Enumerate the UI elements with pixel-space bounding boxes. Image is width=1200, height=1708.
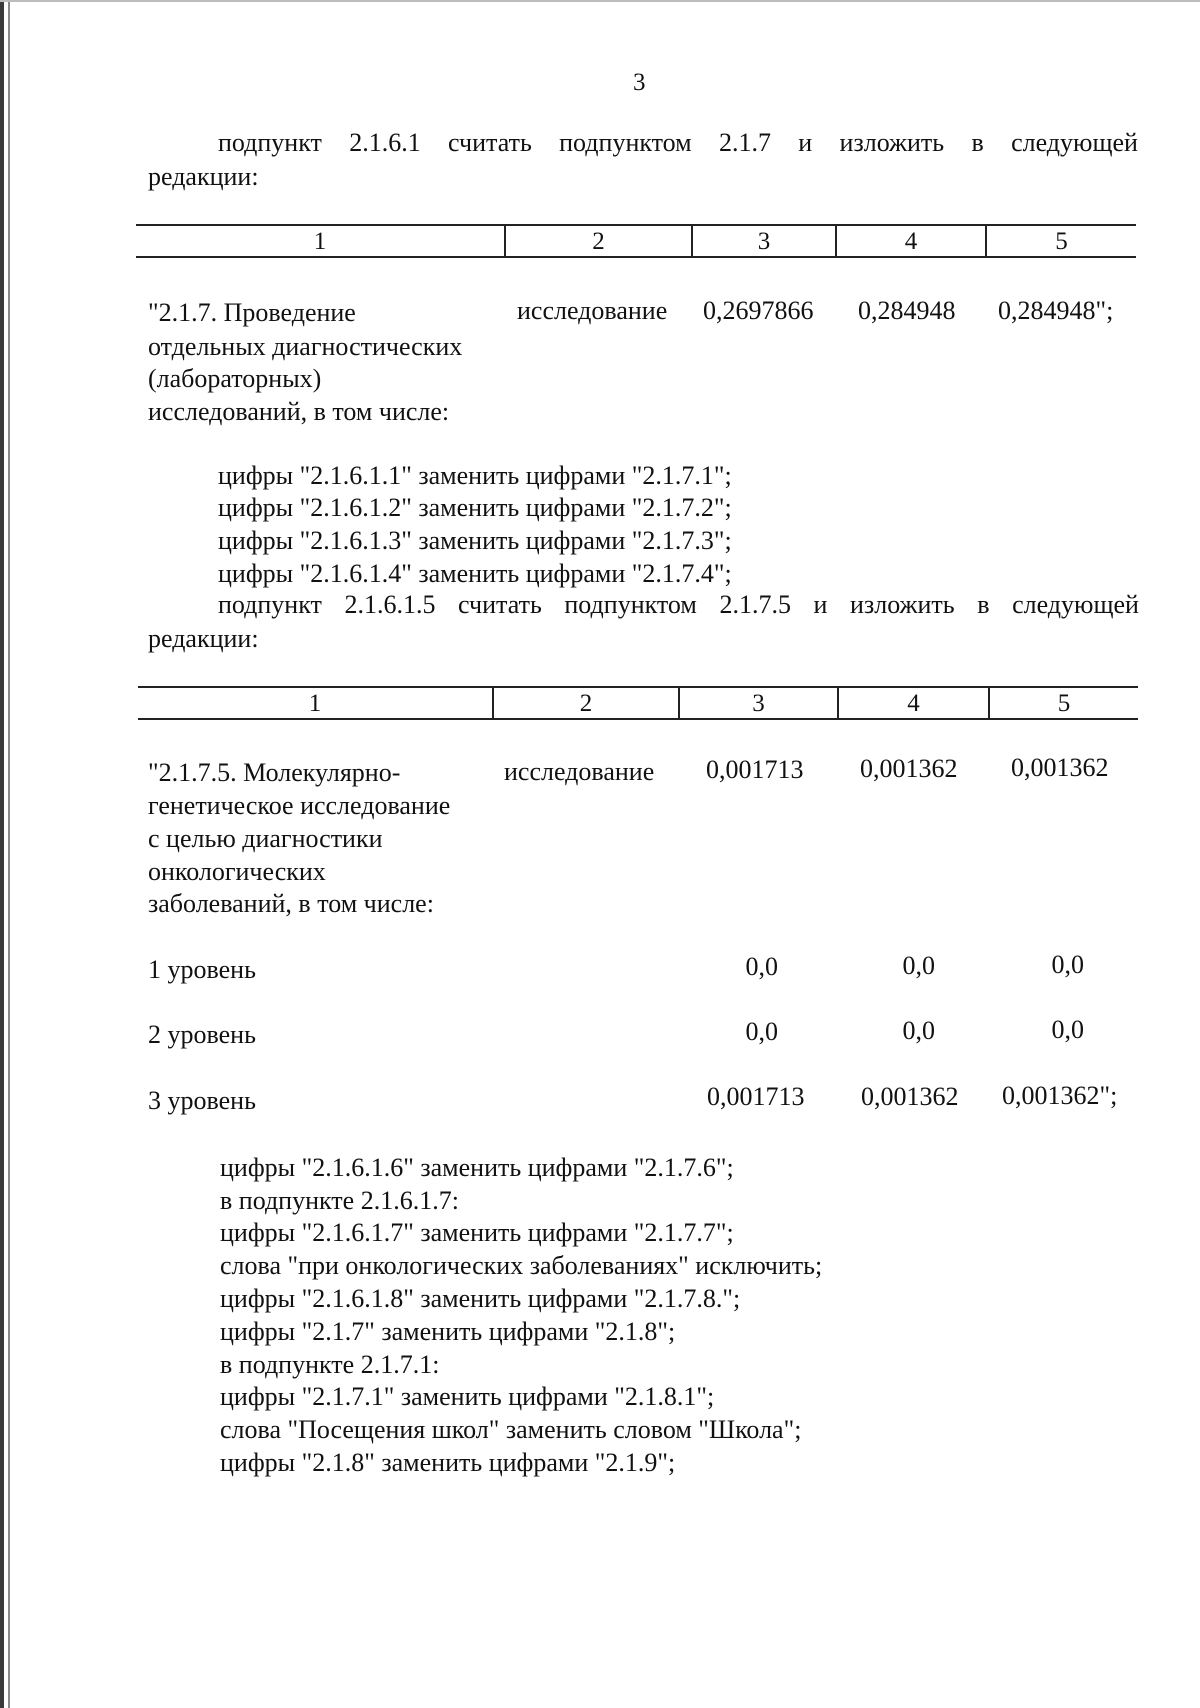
table-1-header-cell: 4 xyxy=(904,228,918,255)
table-2-row-name-line: "2.1.7.5. Молекулярно- xyxy=(148,758,401,787)
table-1-row-col4: 0,284948 xyxy=(858,296,956,325)
table-2-header-cell: 4 xyxy=(907,690,920,717)
table-2-row-unit: исследование xyxy=(504,757,655,786)
table-2-row-name-line: генетическое исследование xyxy=(148,791,451,820)
intro-paragraph-1-continuation: редакции: xyxy=(148,162,259,191)
table-1-row-unit: исследование xyxy=(517,296,668,325)
table-2-header-cell: 1 xyxy=(308,690,322,717)
intro1-word: подпунктом xyxy=(559,128,692,157)
level-col4: 0,0 xyxy=(902,1016,935,1045)
level-name: 3 уровень xyxy=(148,1086,256,1115)
page-number: 3 xyxy=(633,69,646,96)
amendment-line: цифры "2.1.6.1.8" заменить цифрами "2.1.7.8."; xyxy=(220,1284,741,1313)
scan-edge xyxy=(0,0,4,1708)
intro2-word: следующей xyxy=(1012,590,1139,619)
amendment-line: цифры "2.1.6.1.1" заменить цифрами "2.1.7.1"; xyxy=(218,461,732,490)
intro1-word: и xyxy=(798,128,813,157)
table-1-row-name-line: отдельных диагностических xyxy=(148,332,463,361)
scan-edge-shadow xyxy=(8,0,10,1708)
table-1-header-cell: 5 xyxy=(1055,228,1068,255)
amendment-line: цифры "2.1.7" заменить цифрами "2.1.8"; xyxy=(220,1317,676,1346)
table-1-header-cell: 3 xyxy=(757,228,771,255)
table-1-row-col3: 0,2697866 xyxy=(703,296,814,325)
amendment-line: цифры "2.1.7.1" заменить цифрами "2.1.8.1"; xyxy=(220,1382,715,1411)
table-2-row-col5: 0,001362 xyxy=(1011,753,1109,782)
level-name: 2 уровень xyxy=(148,1020,256,1049)
amendment-line: цифры "2.1.6.1.4" заменить цифрами "2.1.7.4"; xyxy=(218,559,732,588)
table-2-header-cell: 5 xyxy=(1057,690,1071,717)
table-2-row-name-line: с целью диагностики xyxy=(148,824,383,853)
table-1-row-name-line: исследований, в том числе: xyxy=(148,397,450,426)
intro-paragraph-2-first-line xyxy=(218,590,1139,620)
level-col5: 0,0 xyxy=(1051,1015,1084,1044)
intro-paragraph-2-continuation: редакции: xyxy=(148,624,259,653)
intro-paragraph-1-first-line xyxy=(218,128,1138,158)
level-name: 1 уровень xyxy=(148,955,256,984)
amendment-line: в подпункте 2.1.6.1.7: xyxy=(220,1186,459,1215)
intro2-word: 2.1.7.5 xyxy=(719,590,791,619)
table-2-header-cell: 3 xyxy=(752,690,765,717)
level-col5: 0,001362"; xyxy=(1002,1081,1118,1110)
intro1-word: считать xyxy=(448,128,532,157)
intro1-word: в xyxy=(971,128,984,157)
table-1-row-name-line: (лабораторных) xyxy=(148,364,322,393)
table-2-row-name-line: заболеваний, в том числе: xyxy=(148,889,434,918)
amendment-line: цифры "2.1.6.1.6" заменить цифрами "2.1.7.6"; xyxy=(220,1153,734,1182)
amendment-line: цифры "2.1.8" заменить цифрами "2.1.9"; xyxy=(220,1448,676,1477)
intro1-word: подпункт xyxy=(218,128,322,157)
table-2-row-col3: 0,001713 xyxy=(706,755,804,784)
level-col3: 0,0 xyxy=(745,952,778,981)
intro2-word: и xyxy=(813,590,828,619)
table-1-row-name-line: "2.1.7. Проведение xyxy=(148,298,356,327)
amendment-line: слова "Посещения школ" заменить словом "Школа"; xyxy=(220,1415,802,1444)
intro2-word: подпункт xyxy=(218,590,322,619)
amendment-line: цифры "2.1.6.1.3" заменить цифрами "2.1.7.3"; xyxy=(218,526,732,555)
table-2-row-name-line: онкологических xyxy=(148,857,326,886)
intro2-word: подпунктом xyxy=(564,590,697,619)
intro1-word: 2.1.6.1 xyxy=(349,128,421,157)
intro2-word: считать xyxy=(458,590,542,619)
intro1-word: следующей xyxy=(1011,128,1138,157)
intro2-word: 2.1.6.1.5 xyxy=(344,590,436,619)
amendment-line: слова "при онкологических заболеваниях" исключить; xyxy=(220,1251,823,1280)
amendment-line: в подпункте 2.1.7.1: xyxy=(220,1350,440,1379)
level-col4: 0,0 xyxy=(902,951,935,980)
scan-top-edge xyxy=(0,0,1200,2)
intro2-word: в xyxy=(977,590,990,619)
table-1-row-col5: 0,284948"; xyxy=(998,296,1114,325)
amendment-line: цифры "2.1.6.1.2" заменить цифрами "2.1.7.2"; xyxy=(218,493,732,522)
table-2-header-cell: 2 xyxy=(579,690,593,717)
amendment-line: цифры "2.1.6.1.7" заменить цифрами "2.1.7.7"; xyxy=(220,1218,734,1247)
level-col4: 0,001362 xyxy=(861,1082,959,1111)
level-col3: 0,001713 xyxy=(707,1082,805,1111)
table-1-header-cell: 2 xyxy=(592,228,605,255)
table-1-header-cell: 1 xyxy=(313,228,327,255)
level-col5: 0,0 xyxy=(1051,950,1084,979)
table-2-row-col4: 0,001362 xyxy=(860,754,958,783)
intro2-word: изложить xyxy=(850,590,955,619)
intro1-word: изложить xyxy=(839,128,945,157)
intro1-word: 2.1.7 xyxy=(718,128,771,157)
level-col3: 0,0 xyxy=(745,1017,778,1046)
